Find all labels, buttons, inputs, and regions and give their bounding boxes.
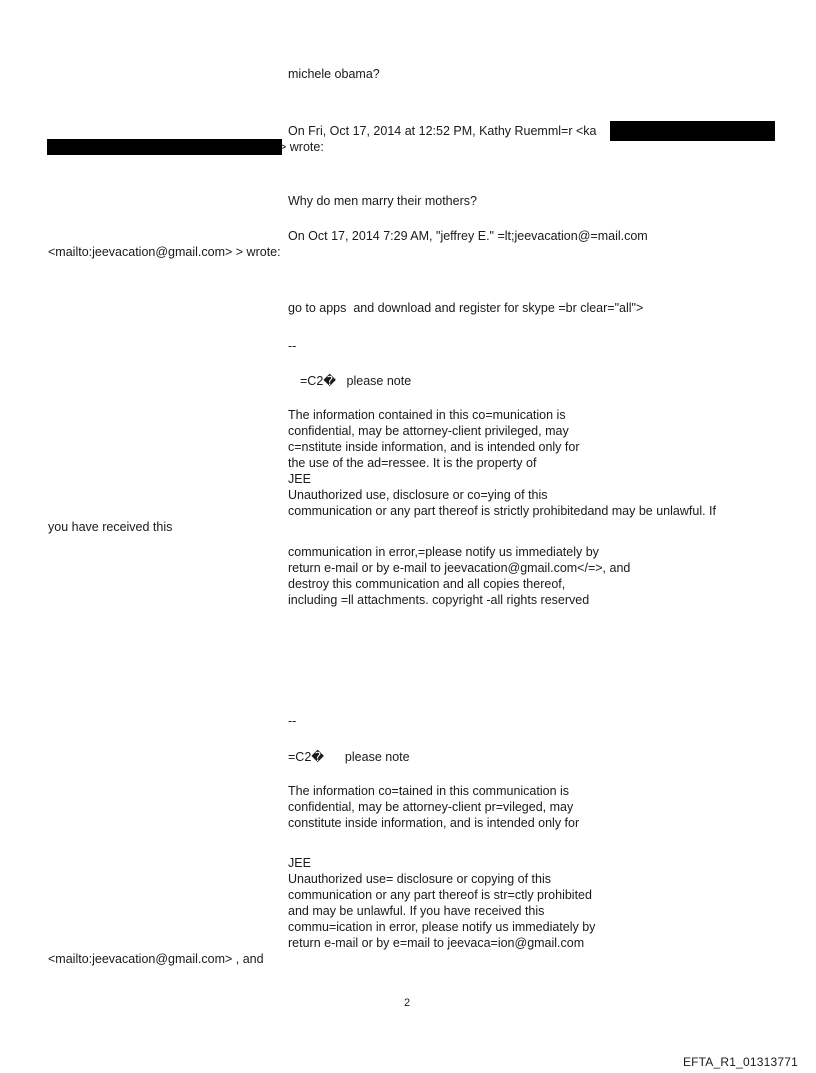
please-note: =C2� please note — [300, 374, 412, 388]
redaction-box — [47, 139, 282, 155]
disclaimer-line: confidential, may be attorney-client privileged, may — [288, 424, 569, 438]
quote1-header-end: > wrote: — [279, 140, 324, 154]
disclaimer-line: confidential, may be attorney-client pr=vileged, may — [288, 800, 574, 814]
please-note: =C2� please note — [288, 750, 410, 764]
disclaimer-line: c=nstitute inside information, and is intended only for — [288, 440, 580, 454]
disclaimer-line: The information co=tained in this communication is — [288, 784, 570, 798]
redaction-box — [610, 121, 775, 141]
disclaimer-line: and may be unlawful. If you have received this — [288, 904, 545, 918]
reply-text: michele obama? — [288, 67, 380, 81]
disclaimer-line: constitute inside information, and is intended only for — [288, 816, 580, 830]
disclaimer-line: communication or any part thereof is str=ctly prohibited — [288, 888, 592, 902]
disclaimer-line: the use of the ad=ressee. It is the property of — [288, 456, 537, 470]
disclaimer-line: communication in error,=please notify us immediately by — [288, 545, 599, 559]
disclaimer-line: Unauthorized use, disclosure or co=ying of this — [288, 488, 548, 502]
disclaimer-line: commu=ication in error, please notify us immediately by — [288, 920, 596, 934]
disclaimer-line: including =ll attachments. copyright -all rights reserved — [288, 593, 590, 607]
disclaimer-line: return e-mail or by e-mail to jeevacation@gmail.com</=>, and — [288, 561, 631, 575]
disclaimer-line: JEE — [288, 472, 311, 486]
disclaimer-line: Unauthorized use= disclosure or copying of this — [288, 872, 551, 886]
disclaimer-line: communication or any part thereof is strictly prohibitedand may be unlawful. If — [288, 504, 716, 518]
document-id: EFTA_R1_01313771 — [682, 1055, 798, 1069]
disclaimer-wrap: you have received this — [48, 520, 173, 534]
quote2-header-end: <mailto:jeevacation@gmail.com> > wrote: — [48, 245, 281, 259]
quote1-body: Why do men marry their mothers? — [288, 194, 477, 208]
quote1-header: On Fri, Oct 17, 2014 at 12:52 PM, Kathy Ruemml=r <ka — [288, 124, 597, 138]
quote2-header: On Oct 17, 2014 7:29 AM, "jeffrey E." =lt;jeevacation@=mail.com — [288, 229, 648, 243]
signature-separator: -- — [288, 714, 297, 728]
page-number: 2 — [404, 997, 411, 1009]
signature-separator: -- — [288, 339, 297, 353]
disclaimer-line: destroy this communication and all copies thereof, — [288, 577, 566, 591]
disclaimer-line: return e-mail or by e=mail to jeevaca=ion@gmail.com — [288, 936, 585, 950]
disclaimer-line: JEE — [288, 856, 311, 870]
disclaimer-line: The information contained in this co=munication is — [288, 408, 566, 422]
mailto-link-text: <mailto:jeevacation@gmail.com> , and — [48, 952, 264, 966]
quote2-body: go to apps and download and register for skype =br clear="all"> — [288, 301, 644, 315]
